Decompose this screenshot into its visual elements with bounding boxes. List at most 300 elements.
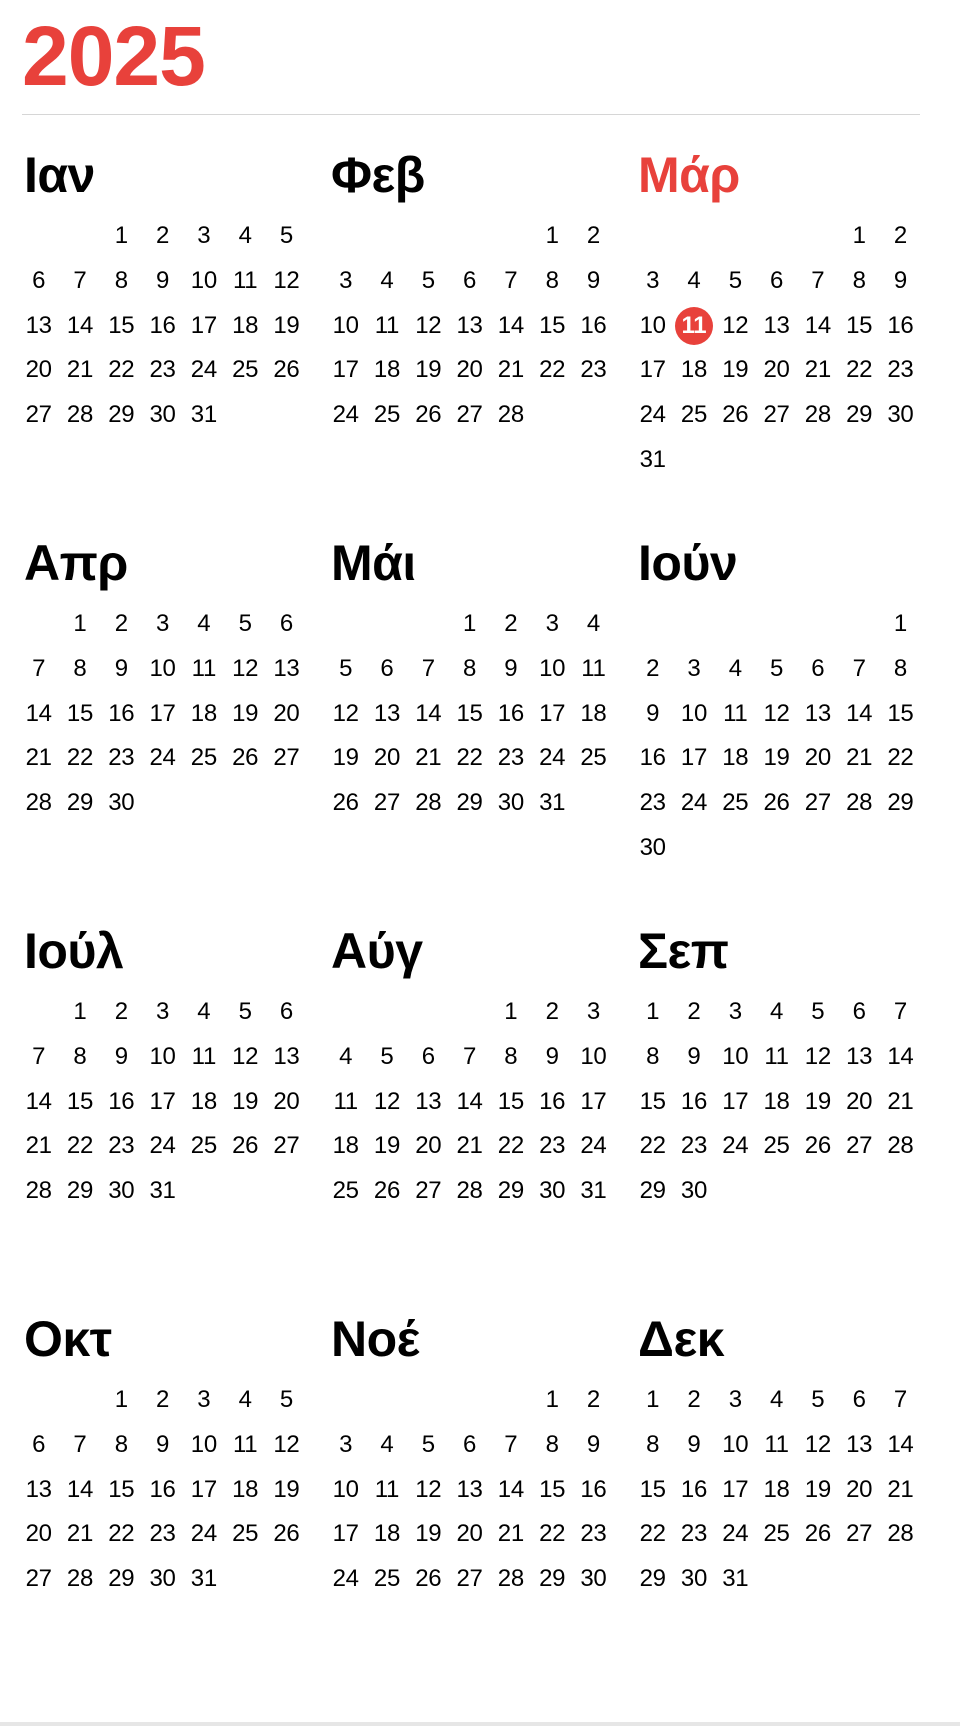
day-cell[interactable]: 21 bbox=[497, 356, 524, 384]
day-cell[interactable]: 28 bbox=[846, 789, 873, 817]
day-cell[interactable]: 31 bbox=[149, 1177, 176, 1205]
day-cell[interactable]: 14 bbox=[887, 1042, 914, 1070]
day-cell[interactable]: 29 bbox=[887, 789, 914, 817]
day-cell[interactable]: 17 bbox=[149, 699, 176, 727]
day-cell[interactable]: 27 bbox=[373, 789, 400, 817]
day-cell[interactable]: 5 bbox=[811, 1386, 825, 1413]
month-card[interactable] bbox=[325, 1311, 632, 1702]
day-cell[interactable]: 1 bbox=[73, 998, 87, 1025]
day-cell[interactable]: 22 bbox=[497, 1132, 524, 1160]
day-cell[interactable]: 20 bbox=[763, 356, 790, 384]
month-card[interactable] bbox=[632, 923, 938, 1314]
day-cell[interactable]: 27 bbox=[804, 789, 831, 817]
day-cell[interactable]: 6 bbox=[32, 266, 46, 294]
day-cell[interactable]: 12 bbox=[273, 266, 300, 294]
day-cell[interactable]: 19 bbox=[763, 744, 790, 772]
day-cell[interactable]: 10 bbox=[190, 1430, 217, 1458]
day-cell[interactable]: 14 bbox=[456, 1087, 483, 1115]
month-title[interactable]: Μάι bbox=[331, 535, 416, 591]
day-cell[interactable]: 3 bbox=[156, 610, 170, 637]
day-cell[interactable]: 4 bbox=[770, 998, 784, 1025]
day-cell[interactable]: 22 bbox=[639, 1520, 666, 1548]
day-cell[interactable]: 2 bbox=[156, 1386, 170, 1413]
day-cell[interactable]: 24 bbox=[580, 1132, 607, 1160]
day-cell[interactable]: 26 bbox=[273, 1520, 300, 1548]
day-cell[interactable]: 30 bbox=[497, 789, 524, 817]
day-cell[interactable]: 26 bbox=[415, 1565, 442, 1593]
day-cell[interactable]: 20 bbox=[846, 1475, 873, 1503]
day-cell[interactable]: 11 bbox=[333, 1087, 358, 1115]
day-cell[interactable]: 1 bbox=[463, 610, 477, 637]
day-cell[interactable]: 3 bbox=[197, 222, 211, 249]
day-cell[interactable]: 4 bbox=[238, 222, 252, 249]
day-cell[interactable]: 28 bbox=[456, 1177, 483, 1205]
day-cell[interactable]: 5 bbox=[238, 998, 252, 1025]
day-cell[interactable]: 13 bbox=[273, 654, 300, 682]
day-cell[interactable]: 17 bbox=[722, 1475, 749, 1503]
day-cell[interactable]: 1 bbox=[646, 998, 660, 1025]
day-cell[interactable]: 16 bbox=[639, 744, 666, 772]
day-cell[interactable]: 5 bbox=[279, 222, 293, 249]
day-cell[interactable]: 23 bbox=[680, 1520, 707, 1548]
day-cell[interactable]: 18 bbox=[680, 356, 707, 384]
day-cell[interactable]: 26 bbox=[763, 789, 790, 817]
day-cell[interactable]: 3 bbox=[728, 998, 742, 1025]
day-cell[interactable]: 3 bbox=[545, 610, 559, 637]
day-cell[interactable]: 9 bbox=[893, 266, 907, 294]
day-cell[interactable]: 10 bbox=[539, 654, 566, 682]
day-cell[interactable]: 12 bbox=[332, 699, 359, 727]
day-cell[interactable]: 17 bbox=[190, 311, 217, 339]
day-cell[interactable]: 6 bbox=[279, 610, 293, 637]
day-cell[interactable]: 15 bbox=[456, 699, 483, 727]
month-title[interactable]: Απρ bbox=[24, 535, 128, 591]
day-cell[interactable]: 15 bbox=[639, 1087, 666, 1115]
day-cell[interactable]: 31 bbox=[539, 789, 566, 817]
day-cell[interactable]: 14 bbox=[846, 699, 873, 727]
day-cell[interactable]: 27 bbox=[25, 1565, 52, 1593]
day-cell[interactable]: 2 bbox=[687, 1386, 701, 1413]
day-cell[interactable]: 12 bbox=[415, 1475, 442, 1503]
day-cell[interactable]: 7 bbox=[504, 1430, 518, 1458]
day-cell[interactable]: 7 bbox=[893, 998, 907, 1025]
day-cell[interactable]: 19 bbox=[415, 356, 442, 384]
day-cell[interactable]: 19 bbox=[804, 1087, 831, 1115]
day-cell[interactable]: 1 bbox=[852, 222, 866, 249]
day-cell[interactable]: 20 bbox=[373, 744, 400, 772]
day-cell[interactable]: 12 bbox=[415, 311, 442, 339]
day-cell[interactable]: 31 bbox=[190, 1565, 217, 1593]
day-cell[interactable]: 28 bbox=[804, 401, 831, 429]
day-cell[interactable]: 20 bbox=[25, 356, 52, 384]
day-cell[interactable]: 22 bbox=[887, 744, 914, 772]
day-cell[interactable]: 28 bbox=[887, 1520, 914, 1548]
month-card[interactable] bbox=[325, 147, 632, 538]
day-cell[interactable]: 16 bbox=[539, 1087, 566, 1115]
day-cell[interactable]: 26 bbox=[415, 401, 442, 429]
day-cell[interactable]: 23 bbox=[108, 744, 135, 772]
day-cell[interactable]: 23 bbox=[539, 1132, 566, 1160]
day-cell[interactable]: 30 bbox=[108, 789, 135, 817]
day-cell[interactable]: 17 bbox=[190, 1475, 217, 1503]
day-cell[interactable]: 8 bbox=[504, 1042, 518, 1070]
day-cell[interactable]: 29 bbox=[456, 789, 483, 817]
day-cell[interactable]: 15 bbox=[539, 311, 566, 339]
month-card[interactable] bbox=[325, 535, 632, 926]
day-cell[interactable]: 13 bbox=[456, 311, 483, 339]
day-cell[interactable]: 29 bbox=[639, 1177, 666, 1205]
day-cell[interactable]: 24 bbox=[190, 356, 217, 384]
day-cell[interactable]: 20 bbox=[273, 1087, 300, 1115]
month-title[interactable]: Σεπ bbox=[638, 923, 729, 979]
day-cell[interactable]: 28 bbox=[497, 401, 524, 429]
day-cell[interactable]: 7 bbox=[32, 654, 46, 682]
day-cell[interactable]: 8 bbox=[545, 266, 559, 294]
day-cell[interactable]: 27 bbox=[456, 1565, 483, 1593]
day-cell[interactable]: 20 bbox=[456, 356, 483, 384]
day-cell[interactable]: 26 bbox=[232, 744, 259, 772]
day-cell[interactable]: 14 bbox=[66, 311, 93, 339]
day-cell[interactable]: 2 bbox=[156, 222, 170, 249]
day-cell[interactable]: 14 bbox=[497, 1475, 524, 1503]
month-title[interactable]: Ιαν bbox=[24, 147, 95, 203]
day-cell[interactable]: 15 bbox=[66, 699, 93, 727]
month-title[interactable]: Μάρ bbox=[638, 147, 740, 203]
day-cell[interactable]: 9 bbox=[504, 654, 518, 682]
day-cell[interactable]: 5 bbox=[339, 654, 353, 682]
day-cell[interactable]: 13 bbox=[25, 311, 52, 339]
day-cell[interactable]: 1 bbox=[504, 998, 518, 1025]
day-cell[interactable]: 13 bbox=[763, 311, 790, 339]
day-cell[interactable]: 14 bbox=[804, 311, 831, 339]
day-cell[interactable]: 18 bbox=[190, 699, 217, 727]
day-cell[interactable]: 13 bbox=[804, 699, 831, 727]
day-cell[interactable]: 11 bbox=[581, 654, 606, 682]
day-cell[interactable]: 3 bbox=[687, 654, 701, 682]
day-cell[interactable]: 16 bbox=[580, 311, 607, 339]
day-cell[interactable]: 4 bbox=[380, 266, 394, 294]
day-cell[interactable]: 15 bbox=[108, 1475, 135, 1503]
day-cell[interactable]: 12 bbox=[373, 1087, 400, 1115]
day-cell[interactable]: 16 bbox=[887, 311, 914, 339]
day-cell[interactable]: 22 bbox=[846, 356, 873, 384]
day-cell[interactable]: 30 bbox=[149, 1565, 176, 1593]
month-title[interactable]: Αύγ bbox=[331, 923, 423, 979]
day-cell[interactable]: 4 bbox=[339, 1042, 353, 1070]
day-cell[interactable]: 13 bbox=[373, 699, 400, 727]
day-cell[interactable]: 4 bbox=[728, 654, 742, 682]
day-cell[interactable]: 11 bbox=[723, 699, 748, 727]
day-cell[interactable]: 25 bbox=[190, 1132, 217, 1160]
day-cell[interactable]: 8 bbox=[852, 266, 866, 294]
day-cell[interactable]: 9 bbox=[687, 1042, 701, 1070]
day-cell[interactable]: 3 bbox=[646, 266, 660, 294]
month-card[interactable] bbox=[18, 923, 325, 1314]
day-cell[interactable]: 4 bbox=[586, 610, 600, 637]
day-cell[interactable]: 7 bbox=[73, 266, 87, 294]
day-cell[interactable]: 25 bbox=[232, 1520, 259, 1548]
day-cell[interactable]: 8 bbox=[893, 654, 907, 682]
day-cell[interactable]: 3 bbox=[728, 1386, 742, 1413]
day-cell[interactable]: 24 bbox=[539, 744, 566, 772]
day-cell[interactable]: 30 bbox=[680, 1177, 707, 1205]
day-cell[interactable]: 16 bbox=[108, 699, 135, 727]
day-cell[interactable]: 27 bbox=[456, 401, 483, 429]
day-cell[interactable]: 6 bbox=[463, 1430, 477, 1458]
day-cell[interactable]: 28 bbox=[66, 1565, 93, 1593]
day-cell[interactable]: 25 bbox=[332, 1177, 359, 1205]
day-cell[interactable]: 18 bbox=[373, 1520, 400, 1548]
day-cell[interactable]: 16 bbox=[149, 1475, 176, 1503]
day-cell[interactable]: 5 bbox=[421, 1430, 435, 1458]
day-cell[interactable]: 25 bbox=[722, 789, 749, 817]
day-cell[interactable]: 29 bbox=[639, 1565, 666, 1593]
day-cell[interactable]: 12 bbox=[763, 699, 790, 727]
day-cell[interactable]: 8 bbox=[646, 1042, 660, 1070]
month-card[interactable] bbox=[632, 1311, 938, 1702]
day-cell[interactable]: 13 bbox=[25, 1475, 52, 1503]
month-card[interactable] bbox=[18, 1311, 325, 1702]
day-cell[interactable]: 31 bbox=[722, 1565, 749, 1593]
day-cell[interactable]: 12 bbox=[804, 1042, 831, 1070]
day-cell[interactable]: 23 bbox=[639, 789, 666, 817]
day-cell[interactable]: 4 bbox=[380, 1430, 394, 1458]
day-cell[interactable]: 22 bbox=[108, 1520, 135, 1548]
month-title[interactable]: Ιούλ bbox=[24, 923, 124, 979]
day-cell[interactable]: 15 bbox=[108, 311, 135, 339]
day-cell[interactable]: 9 bbox=[114, 1042, 128, 1070]
day-cell[interactable]: 24 bbox=[639, 401, 666, 429]
day-cell[interactable]: 5 bbox=[770, 654, 784, 682]
day-cell[interactable]: 23 bbox=[149, 356, 176, 384]
day-cell[interactable]: 10 bbox=[639, 311, 666, 339]
day-cell[interactable]: 30 bbox=[108, 1177, 135, 1205]
day-cell[interactable]: 26 bbox=[273, 356, 300, 384]
day-cell[interactable]: 29 bbox=[497, 1177, 524, 1205]
day-cell[interactable]: 8 bbox=[114, 1430, 128, 1458]
day-cell[interactable]: 23 bbox=[108, 1132, 135, 1160]
day-cell[interactable]: 30 bbox=[149, 401, 176, 429]
day-cell[interactable]: 7 bbox=[463, 1042, 477, 1070]
day-cell[interactable]: 21 bbox=[887, 1475, 914, 1503]
day-cell[interactable]: 19 bbox=[273, 311, 300, 339]
day-cell[interactable]: 27 bbox=[763, 401, 790, 429]
day-cell[interactable]: 24 bbox=[332, 1565, 359, 1593]
day-cell[interactable]: 20 bbox=[804, 744, 831, 772]
day-cell[interactable]: 7 bbox=[32, 1042, 46, 1070]
day-cell[interactable]: 4 bbox=[238, 1386, 252, 1413]
day-cell[interactable]: 8 bbox=[646, 1430, 660, 1458]
day-cell[interactable]: 20 bbox=[415, 1132, 442, 1160]
day-cell[interactable]: 15 bbox=[66, 1087, 93, 1115]
day-cell[interactable]: 10 bbox=[680, 699, 707, 727]
day-cell[interactable]: 28 bbox=[66, 401, 93, 429]
day-cell[interactable]: 19 bbox=[332, 744, 359, 772]
day-cell[interactable]: 13 bbox=[273, 1042, 300, 1070]
day-cell[interactable]: 1 bbox=[545, 222, 559, 249]
day-cell[interactable]: 8 bbox=[463, 654, 477, 682]
day-cell[interactable]: 2 bbox=[114, 998, 128, 1025]
day-cell[interactable]: 24 bbox=[149, 1132, 176, 1160]
day-cell[interactable]: 23 bbox=[580, 1520, 607, 1548]
month-card[interactable] bbox=[18, 535, 325, 926]
day-cell[interactable]: 9 bbox=[545, 1042, 559, 1070]
day-cell[interactable]: 16 bbox=[580, 1475, 607, 1503]
day-cell[interactable]: 30 bbox=[539, 1177, 566, 1205]
day-cell[interactable]: 1 bbox=[893, 610, 907, 637]
day-cell[interactable]: 3 bbox=[156, 998, 170, 1025]
day-cell[interactable]: 13 bbox=[415, 1087, 442, 1115]
day-cell[interactable]: 29 bbox=[66, 789, 93, 817]
day-cell[interactable]: 27 bbox=[273, 744, 300, 772]
day-cell[interactable]: 7 bbox=[421, 654, 435, 682]
day-cell[interactable]: 9 bbox=[586, 1430, 600, 1458]
day-cell[interactable]: 27 bbox=[846, 1132, 873, 1160]
day-cell[interactable]: 7 bbox=[73, 1430, 87, 1458]
day-cell[interactable]: 5 bbox=[279, 1386, 293, 1413]
day-cell[interactable]: 9 bbox=[156, 1430, 170, 1458]
day-cell[interactable]: 7 bbox=[852, 654, 866, 682]
day-cell[interactable]: 2 bbox=[586, 222, 600, 249]
day-cell[interactable]: 26 bbox=[232, 1132, 259, 1160]
day-cell[interactable]: 18 bbox=[373, 356, 400, 384]
month-title[interactable]: Οκτ bbox=[24, 1311, 112, 1367]
day-cell[interactable]: 15 bbox=[639, 1475, 666, 1503]
day-cell[interactable]: 20 bbox=[846, 1087, 873, 1115]
month-card[interactable] bbox=[632, 535, 938, 926]
day-cell[interactable]: 22 bbox=[539, 356, 566, 384]
day-cell[interactable]: 4 bbox=[197, 610, 211, 637]
day-cell[interactable]: 25 bbox=[373, 401, 400, 429]
day-cell[interactable]: 9 bbox=[687, 1430, 701, 1458]
day-cell[interactable]: 1 bbox=[114, 1386, 128, 1413]
day-cell[interactable]: 11 bbox=[374, 311, 400, 339]
day-cell[interactable]: 23 bbox=[887, 356, 914, 384]
day-cell[interactable]: 29 bbox=[108, 1565, 135, 1593]
day-cell[interactable]: 15 bbox=[846, 311, 873, 339]
day-cell[interactable]: 30 bbox=[639, 833, 666, 861]
day-cell[interactable]: 6 bbox=[770, 266, 784, 294]
day-cell[interactable]: 11 bbox=[764, 1430, 789, 1458]
day-cell[interactable]: 14 bbox=[887, 1430, 914, 1458]
day-cell[interactable]: 23 bbox=[580, 356, 607, 384]
day-cell[interactable]: 5 bbox=[811, 998, 825, 1025]
day-cell[interactable]: 28 bbox=[415, 789, 442, 817]
day-cell[interactable]: 18 bbox=[332, 1132, 359, 1160]
day-cell[interactable]: 16 bbox=[149, 311, 176, 339]
day-cell[interactable]: 19 bbox=[232, 699, 259, 727]
day-cell[interactable]: 24 bbox=[190, 1520, 217, 1548]
day-cell[interactable]: 4 bbox=[770, 1386, 784, 1413]
day-cell[interactable]: 1 bbox=[545, 1386, 559, 1413]
day-cell[interactable]: 10 bbox=[332, 311, 359, 339]
day-cell[interactable]: 31 bbox=[580, 1177, 607, 1205]
day-cell[interactable]: 19 bbox=[373, 1132, 400, 1160]
day-cell[interactable]: 12 bbox=[232, 654, 259, 682]
day-cell[interactable]: 12 bbox=[722, 311, 749, 339]
day-cell[interactable]: 30 bbox=[887, 401, 914, 429]
day-cell[interactable]: 17 bbox=[680, 744, 707, 772]
day-cell[interactable]: 22 bbox=[66, 744, 93, 772]
day-cell[interactable]: 1 bbox=[114, 222, 128, 249]
day-cell[interactable]: 12 bbox=[232, 1042, 259, 1070]
day-cell[interactable]: 1 bbox=[646, 1386, 660, 1413]
day-cell[interactable]: 24 bbox=[722, 1132, 749, 1160]
day-cell[interactable]: 26 bbox=[332, 789, 359, 817]
day-cell[interactable]: 25 bbox=[190, 744, 217, 772]
day-cell[interactable]: 16 bbox=[108, 1087, 135, 1115]
day-cell[interactable]: 26 bbox=[804, 1132, 831, 1160]
day-cell[interactable]: 10 bbox=[149, 1042, 176, 1070]
day-cell[interactable]: 27 bbox=[846, 1520, 873, 1548]
day-cell[interactable]: 19 bbox=[415, 1520, 442, 1548]
day-cell[interactable]: 12 bbox=[273, 1430, 300, 1458]
day-cell[interactable]: 18 bbox=[763, 1475, 790, 1503]
day-cell[interactable]: 22 bbox=[108, 356, 135, 384]
day-cell[interactable]: 20 bbox=[25, 1520, 52, 1548]
day-cell[interactable]: 25 bbox=[580, 744, 607, 772]
day-cell[interactable]: 4 bbox=[687, 266, 701, 294]
day-cell[interactable]: 13 bbox=[846, 1042, 873, 1070]
day-cell[interactable]: 26 bbox=[722, 401, 749, 429]
month-card[interactable] bbox=[632, 147, 938, 538]
day-cell[interactable]: 6 bbox=[421, 1042, 435, 1070]
day-cell[interactable]: 25 bbox=[373, 1565, 400, 1593]
day-cell[interactable]: 25 bbox=[763, 1520, 790, 1548]
day-cell[interactable]: 2 bbox=[504, 610, 518, 637]
day-cell[interactable]: 5 bbox=[728, 266, 742, 294]
day-cell[interactable]: 6 bbox=[852, 1386, 866, 1413]
day-cell[interactable]: 29 bbox=[539, 1565, 566, 1593]
month-title[interactable]: Νοέ bbox=[331, 1311, 419, 1367]
day-cell[interactable]: 11 bbox=[764, 1042, 789, 1070]
day-cell[interactable]: 19 bbox=[273, 1475, 300, 1503]
day-cell[interactable]: 5 bbox=[421, 266, 435, 294]
day-cell[interactable]: 28 bbox=[25, 789, 52, 817]
day-cell[interactable]: 21 bbox=[66, 356, 93, 384]
day-cell[interactable]: 10 bbox=[722, 1042, 749, 1070]
day-cell[interactable]: 21 bbox=[415, 744, 442, 772]
day-cell[interactable]: 7 bbox=[811, 266, 825, 294]
day-cell[interactable]: 2 bbox=[646, 654, 660, 682]
day-cell[interactable]: 2 bbox=[893, 222, 907, 249]
day-cell[interactable]: 24 bbox=[332, 401, 359, 429]
month-card[interactable] bbox=[325, 923, 632, 1314]
day-cell[interactable]: 22 bbox=[456, 744, 483, 772]
day-cell[interactable]: 14 bbox=[25, 1087, 52, 1115]
day-cell[interactable]: 18 bbox=[722, 744, 749, 772]
day-cell[interactable]: 19 bbox=[722, 356, 749, 384]
day-cell[interactable]: 31 bbox=[639, 445, 666, 473]
day-cell[interactable]: 2 bbox=[545, 998, 559, 1025]
day-cell[interactable]: 8 bbox=[73, 654, 87, 682]
day-cell[interactable]: 25 bbox=[232, 356, 259, 384]
day-cell[interactable]: 14 bbox=[415, 699, 442, 727]
day-cell[interactable]: 17 bbox=[149, 1087, 176, 1115]
day-cell[interactable]: 10 bbox=[149, 654, 176, 682]
day-cell[interactable]: 16 bbox=[680, 1475, 707, 1503]
day-cell[interactable]: 10 bbox=[332, 1475, 359, 1503]
day-cell[interactable]: 3 bbox=[339, 266, 353, 294]
day-cell[interactable]: 21 bbox=[846, 744, 873, 772]
day-cell[interactable]: 4 bbox=[197, 998, 211, 1025]
day-cell[interactable]: 21 bbox=[456, 1132, 483, 1160]
day-cell[interactable]: 21 bbox=[804, 356, 831, 384]
day-cell[interactable]: 18 bbox=[232, 1475, 259, 1503]
month-title[interactable]: Δεκ bbox=[638, 1311, 725, 1367]
day-cell[interactable]: 23 bbox=[149, 1520, 176, 1548]
day-cell[interactable]: 2 bbox=[586, 1386, 600, 1413]
